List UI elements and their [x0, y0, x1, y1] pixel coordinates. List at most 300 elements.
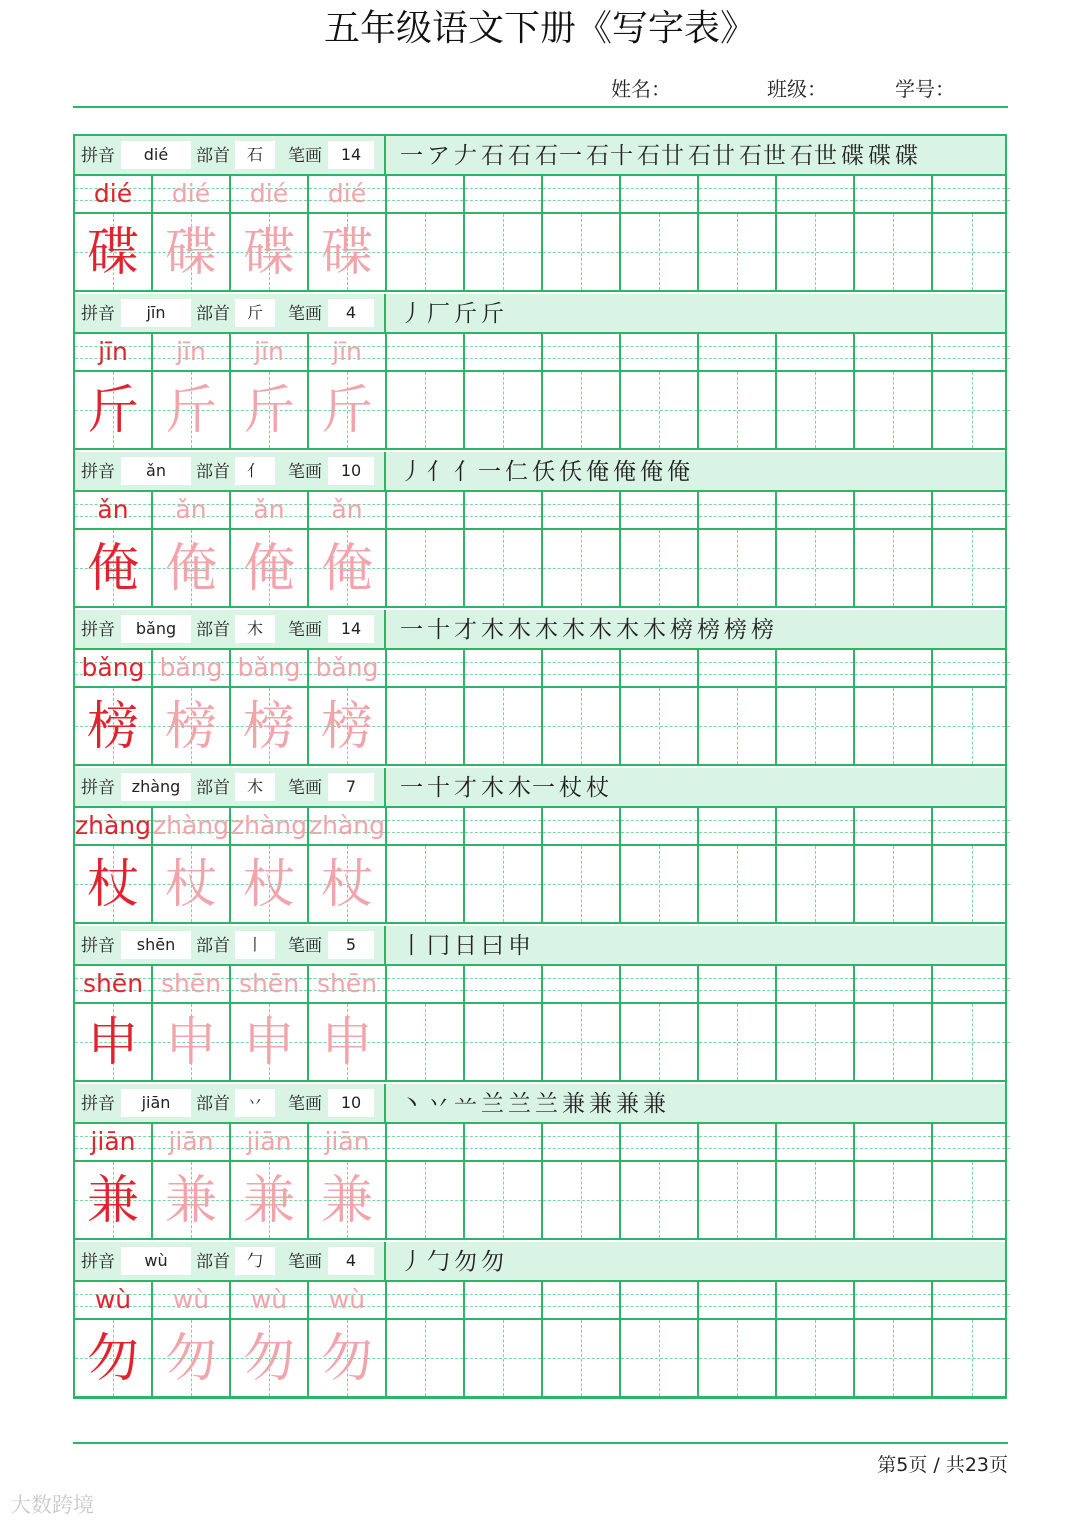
trace-pinyin-text: wù — [328, 1285, 366, 1314]
pinyin-cell — [153, 492, 231, 528]
pinyin-label: 拼音 — [81, 146, 115, 166]
pinyin-row — [75, 334, 1005, 372]
stroke-step: 仸 — [532, 459, 556, 485]
trace-hanzi-text: 申 — [320, 1013, 373, 1073]
hanzi-text: 兼 — [86, 1171, 139, 1231]
trace-hanzi-text: 俺 — [242, 539, 295, 599]
hanzi-cell — [309, 530, 387, 606]
blank-practice-cell[interactable] — [855, 492, 933, 528]
stroke-step: 杖 — [586, 775, 610, 801]
hanzi-cell — [75, 688, 153, 764]
trace-hanzi-text: 斤 — [320, 381, 373, 441]
hanzi-cell — [153, 530, 231, 606]
blank-practice-cell[interactable] — [543, 650, 621, 686]
blank-practice-cell[interactable] — [387, 808, 465, 844]
blank-practice-cell[interactable] — [465, 650, 543, 686]
blank-practice-cell[interactable] — [543, 1124, 621, 1160]
blank-practice-cell[interactable] — [777, 1124, 855, 1160]
blank-practice-cell[interactable] — [777, 966, 855, 1002]
strokes-label: 笔画 — [288, 146, 322, 166]
blank-practice-cell[interactable] — [933, 1320, 1010, 1396]
blank-practice-cell[interactable] — [543, 214, 621, 290]
blank-practice-cell[interactable] — [699, 214, 777, 290]
stroke-step: 兼 — [616, 1091, 640, 1117]
strokes-label: 笔画 — [288, 462, 322, 482]
blank-practice-cell[interactable] — [933, 492, 1010, 528]
stroke-step: 杖 — [559, 775, 583, 801]
blank-practice-cell[interactable] — [699, 846, 777, 922]
blank-practice-cell[interactable] — [543, 688, 621, 764]
stroke-step: 木 — [589, 617, 613, 643]
blank-practice-cell[interactable] — [777, 808, 855, 844]
stroke-step: 䒑 — [454, 1091, 478, 1117]
info-divider — [384, 136, 386, 174]
blank-practice-cell[interactable] — [777, 530, 855, 606]
pinyin-cell — [309, 1282, 387, 1318]
pinyin-cell — [231, 808, 309, 844]
blank-practice-cell[interactable] — [855, 214, 933, 290]
blank-practice-cell[interactable] — [855, 808, 933, 844]
blank-practice-cell[interactable] — [933, 530, 1010, 606]
trace-hanzi-text: 榜 — [242, 697, 295, 757]
trace-hanzi-text: 勿 — [320, 1329, 373, 1389]
blank-practice-cell[interactable] — [387, 1282, 465, 1318]
stroke-step: 一 — [400, 617, 424, 643]
blank-practice-cell[interactable] — [543, 1004, 621, 1080]
trace-pinyin-text: shēn — [238, 969, 300, 998]
trace-hanzi-text: 俺 — [164, 539, 217, 599]
hanzi-cell — [231, 688, 309, 764]
blank-practice-cell[interactable] — [933, 1124, 1010, 1160]
stroke-step: 十 — [427, 617, 451, 643]
stroke-step: 勿 — [481, 1249, 505, 1275]
trace-pinyin-text: dié — [249, 179, 289, 208]
blank-practice-cell[interactable] — [465, 176, 543, 212]
pinyin-cell — [309, 808, 387, 844]
char-block — [75, 768, 1005, 926]
blank-practice-cell[interactable] — [465, 688, 543, 764]
char-info-row — [75, 1242, 1005, 1282]
blank-practice-cell[interactable] — [621, 1282, 699, 1318]
blank-practice-cell[interactable] — [465, 1124, 543, 1160]
blank-practice-cell[interactable] — [699, 530, 777, 606]
blank-practice-cell[interactable] — [387, 334, 465, 370]
blank-practice-cell[interactable] — [465, 808, 543, 844]
blank-practice-cell[interactable] — [387, 372, 465, 448]
hanzi-row — [75, 1004, 1005, 1082]
stroke-step: 石十 — [586, 143, 634, 169]
blank-practice-cell[interactable] — [699, 1162, 777, 1238]
pinyin-cell — [75, 1124, 153, 1160]
strokes-label: 笔画 — [288, 1094, 322, 1114]
trace-hanzi-text: 榜 — [164, 697, 217, 757]
trace-hanzi-text: 碟 — [164, 223, 217, 283]
stroke-step: 丷 — [427, 1091, 451, 1117]
hanzi-cell — [153, 1162, 231, 1238]
stroke-step: 木 — [616, 617, 640, 643]
blank-practice-cell[interactable] — [933, 1162, 1010, 1238]
pinyin-text: jiān — [90, 1127, 136, 1156]
blank-practice-cell[interactable] — [933, 1282, 1010, 1318]
blank-practice-cell[interactable] — [621, 334, 699, 370]
pinyin-text: dié — [93, 179, 133, 208]
blank-practice-cell[interactable] — [387, 530, 465, 606]
blank-practice-cell[interactable] — [387, 846, 465, 922]
stroke-count-value: 5 — [328, 931, 374, 959]
pinyin-text: ǎn — [97, 495, 129, 524]
char-block — [75, 926, 1005, 1084]
pinyin-row — [75, 650, 1005, 688]
trace-pinyin-text: zhàng — [231, 811, 308, 840]
stroke-step: 日 — [454, 933, 478, 959]
stroke-step: 木 — [508, 617, 532, 643]
stroke-count-value: 10 — [328, 457, 374, 485]
trace-pinyin-text: shēn — [316, 969, 378, 998]
blank-practice-cell[interactable] — [933, 372, 1010, 448]
blank-practice-cell[interactable] — [855, 688, 933, 764]
radical-value: 石 — [235, 141, 275, 169]
pinyin-cell — [75, 966, 153, 1002]
blank-practice-cell[interactable] — [777, 1320, 855, 1396]
pinyin-value: shēn — [121, 931, 191, 959]
hanzi-cell — [75, 1162, 153, 1238]
blank-practice-cell[interactable] — [699, 492, 777, 528]
trace-pinyin-text: bǎng — [237, 653, 301, 682]
trace-hanzi-text: 碟 — [320, 223, 373, 283]
blank-practice-cell[interactable] — [777, 372, 855, 448]
hanzi-row — [75, 214, 1005, 292]
blank-practice-cell[interactable] — [543, 176, 621, 212]
stroke-step: 仁 — [505, 459, 529, 485]
blank-practice-cell[interactable] — [777, 1162, 855, 1238]
blank-practice-cell[interactable] — [699, 1320, 777, 1396]
hanzi-row — [75, 1162, 1005, 1240]
pinyin-cell — [231, 1124, 309, 1160]
hanzi-row — [75, 846, 1005, 924]
stroke-count-value: 4 — [328, 299, 374, 327]
radical-value: 斤 — [235, 299, 275, 327]
hanzi-cell — [75, 214, 153, 290]
blank-practice-cell[interactable] — [543, 372, 621, 448]
stroke-step: 石一 — [535, 143, 583, 169]
blank-practice-cell[interactable] — [777, 176, 855, 212]
blank-practice-cell[interactable] — [465, 492, 543, 528]
stroke-step: 才 — [454, 617, 478, 643]
blank-practice-cell[interactable] — [543, 1320, 621, 1396]
blank-practice-cell[interactable] — [777, 492, 855, 528]
blank-practice-cell[interactable] — [621, 1320, 699, 1396]
stroke-count-value: 14 — [328, 141, 374, 169]
stroke-step: 厂 — [427, 301, 451, 327]
pinyin-cell — [309, 334, 387, 370]
blank-practice-cell[interactable] — [621, 530, 699, 606]
pinyin-cell — [309, 966, 387, 1002]
blank-practice-cell[interactable] — [933, 808, 1010, 844]
blank-practice-cell[interactable] — [777, 688, 855, 764]
blank-practice-cell[interactable] — [777, 650, 855, 686]
blank-practice-cell[interactable] — [777, 846, 855, 922]
char-info-row — [75, 926, 1005, 966]
char-info-row — [75, 294, 1005, 334]
blank-practice-cell[interactable] — [387, 966, 465, 1002]
hanzi-cell — [153, 1320, 231, 1396]
hanzi-cell — [153, 846, 231, 922]
trace-hanzi-text: 斤 — [242, 381, 295, 441]
stroke-count-value: 4 — [328, 1247, 374, 1275]
trace-hanzi-text: 俺 — [320, 539, 373, 599]
stroke-step: 石世 — [790, 143, 838, 169]
blank-practice-cell[interactable] — [777, 1004, 855, 1080]
pinyin-cell — [309, 176, 387, 212]
blank-practice-cell[interactable] — [855, 530, 933, 606]
stroke-step: 榜 — [724, 617, 748, 643]
pinyin-text: jīn — [98, 337, 128, 366]
blank-practice-cell[interactable] — [855, 1320, 933, 1396]
blank-practice-cell[interactable] — [699, 334, 777, 370]
trace-pinyin-text: bǎng — [315, 653, 379, 682]
hanzi-cell — [153, 372, 231, 448]
blank-practice-cell[interactable] — [699, 688, 777, 764]
writing-sheet — [73, 134, 1007, 1399]
stroke-step: 十 — [427, 775, 451, 801]
trace-pinyin-text: wù — [172, 1285, 210, 1314]
blank-practice-cell[interactable] — [855, 1282, 933, 1318]
stroke-step: 兰 — [508, 1091, 532, 1117]
hanzi-row — [75, 1320, 1005, 1398]
blank-practice-cell[interactable] — [465, 846, 543, 922]
blank-practice-cell[interactable] — [387, 492, 465, 528]
stroke-step: 𠂇 — [454, 143, 478, 169]
header-divider — [73, 106, 1008, 108]
trace-hanzi-text: 榜 — [320, 697, 373, 757]
blank-practice-cell[interactable] — [387, 1162, 465, 1238]
blank-practice-cell[interactable] — [465, 966, 543, 1002]
hanzi-cell — [75, 846, 153, 922]
blank-practice-cell[interactable] — [621, 372, 699, 448]
blank-practice-cell[interactable] — [699, 176, 777, 212]
hanzi-text: 勿 — [86, 1329, 139, 1389]
stroke-order-sequence — [400, 299, 508, 329]
blank-practice-cell[interactable] — [699, 1004, 777, 1080]
blank-practice-cell[interactable] — [621, 808, 699, 844]
blank-practice-cell[interactable] — [387, 1320, 465, 1396]
blank-practice-cell[interactable] — [855, 846, 933, 922]
char-block — [75, 1242, 1005, 1400]
blank-practice-cell[interactable] — [465, 372, 543, 448]
stroke-step: 碟 — [841, 143, 865, 169]
blank-practice-cell[interactable] — [855, 650, 933, 686]
pinyin-cell — [231, 1282, 309, 1318]
blank-practice-cell[interactable] — [933, 1004, 1010, 1080]
blank-practice-cell[interactable] — [621, 1124, 699, 1160]
stroke-step: 俺 — [613, 459, 637, 485]
stroke-step: 碟 — [895, 143, 919, 169]
stroke-step: 木 — [481, 617, 505, 643]
char-block — [75, 452, 1005, 610]
strokes-label: 笔画 — [288, 778, 322, 798]
pinyin-row — [75, 808, 1005, 846]
pinyin-row — [75, 966, 1005, 1004]
blank-practice-cell[interactable] — [621, 650, 699, 686]
pinyin-cell — [231, 176, 309, 212]
blank-practice-cell[interactable] — [543, 1162, 621, 1238]
blank-practice-cell[interactable] — [777, 1282, 855, 1318]
blank-practice-cell[interactable] — [855, 176, 933, 212]
blank-practice-cell[interactable] — [699, 372, 777, 448]
blank-practice-cell[interactable] — [465, 1004, 543, 1080]
char-block — [75, 1084, 1005, 1242]
blank-practice-cell[interactable] — [621, 492, 699, 528]
pinyin-cell — [75, 176, 153, 212]
blank-practice-cell[interactable] — [777, 214, 855, 290]
blank-practice-cell[interactable] — [699, 1282, 777, 1318]
blank-practice-cell[interactable] — [621, 688, 699, 764]
hanzi-cell — [231, 1004, 309, 1080]
trace-hanzi-text: 杖 — [242, 855, 295, 915]
stroke-step: 石廿 — [688, 143, 736, 169]
hanzi-cell — [309, 214, 387, 290]
trace-hanzi-text: 勿 — [242, 1329, 295, 1389]
page-title: 五年级语文下册《写字表》 — [323, 8, 756, 49]
blank-practice-cell[interactable] — [621, 1004, 699, 1080]
blank-practice-cell[interactable] — [621, 1162, 699, 1238]
info-divider — [384, 294, 386, 332]
blank-practice-cell[interactable] — [387, 214, 465, 290]
blank-practice-cell[interactable] — [699, 808, 777, 844]
hanzi-text: 申 — [86, 1013, 139, 1073]
trace-pinyin-text: jīn — [332, 337, 362, 366]
blank-practice-cell[interactable] — [777, 334, 855, 370]
blank-practice-cell[interactable] — [465, 1320, 543, 1396]
pinyin-cell — [153, 334, 231, 370]
pinyin-value: bǎng — [121, 615, 191, 643]
stroke-step: 木 — [643, 617, 667, 643]
pinyin-row — [75, 492, 1005, 530]
trace-hanzi-text: 杖 — [320, 855, 373, 915]
stroke-step: 兼 — [589, 1091, 613, 1117]
pinyin-value: dié — [121, 141, 191, 169]
blank-practice-cell[interactable] — [543, 334, 621, 370]
stroke-step: 亻一 — [454, 459, 502, 485]
blank-practice-cell[interactable] — [855, 334, 933, 370]
info-divider — [384, 610, 386, 648]
blank-practice-cell[interactable] — [465, 214, 543, 290]
blank-practice-cell[interactable] — [465, 1282, 543, 1318]
blank-practice-cell[interactable] — [543, 1282, 621, 1318]
pinyin-text: wù — [94, 1285, 132, 1314]
hanzi-cell — [231, 1320, 309, 1396]
blank-practice-cell[interactable] — [933, 176, 1010, 212]
trace-pinyin-text: zhàng — [153, 811, 230, 840]
stroke-step: 申 — [508, 933, 532, 959]
blank-practice-cell[interactable] — [543, 846, 621, 922]
blank-practice-cell[interactable] — [465, 530, 543, 606]
trace-pinyin-text: ǎn — [331, 495, 363, 524]
blank-practice-cell[interactable] — [543, 530, 621, 606]
blank-practice-cell[interactable] — [621, 176, 699, 212]
blank-practice-cell[interactable] — [699, 966, 777, 1002]
hanzi-cell — [309, 846, 387, 922]
trace-hanzi-text: 兼 — [164, 1171, 217, 1231]
blank-practice-cell[interactable] — [933, 688, 1010, 764]
class-label: 班级： — [767, 77, 827, 101]
stroke-step: 俺 — [667, 459, 691, 485]
radical-label: 部首 — [196, 620, 230, 640]
hanzi-cell — [153, 1004, 231, 1080]
blank-practice-cell[interactable] — [387, 688, 465, 764]
blank-practice-cell[interactable] — [933, 846, 1010, 922]
blank-practice-cell[interactable] — [387, 1124, 465, 1160]
radical-label: 部首 — [196, 1252, 230, 1272]
pinyin-cell — [231, 966, 309, 1002]
pinyin-cell — [153, 808, 231, 844]
stroke-step: 才 — [454, 775, 478, 801]
stroke-order-sequence — [400, 1247, 508, 1277]
blank-practice-cell[interactable] — [933, 650, 1010, 686]
hanzi-row — [75, 372, 1005, 450]
hanzi-cell — [75, 1004, 153, 1080]
hanzi-text: 杖 — [86, 855, 139, 915]
blank-practice-cell[interactable] — [621, 214, 699, 290]
stroke-step: 木 — [481, 775, 505, 801]
pinyin-label: 拼音 — [81, 936, 115, 956]
radical-value: 勹 — [235, 1247, 275, 1275]
blank-practice-cell[interactable] — [933, 334, 1010, 370]
name-label: 姓名： — [611, 77, 671, 101]
blank-practice-cell[interactable] — [855, 966, 933, 1002]
stroke-step: 斤 — [454, 301, 478, 327]
pinyin-text: zhàng — [75, 811, 152, 840]
blank-practice-cell[interactable] — [699, 650, 777, 686]
blank-practice-cell[interactable] — [387, 176, 465, 212]
radical-label: 部首 — [196, 936, 230, 956]
blank-practice-cell[interactable] — [855, 1004, 933, 1080]
blank-practice-cell[interactable] — [387, 650, 465, 686]
blank-practice-cell[interactable] — [465, 334, 543, 370]
stroke-step: 石世 — [739, 143, 787, 169]
stroke-step: 俺 — [640, 459, 664, 485]
pinyin-value: jiān — [121, 1089, 191, 1117]
blank-practice-cell[interactable] — [933, 214, 1010, 290]
blank-practice-cell[interactable] — [933, 966, 1010, 1002]
pinyin-cell — [75, 650, 153, 686]
pinyin-label: 拼音 — [81, 304, 115, 324]
info-divider — [384, 1084, 386, 1122]
pinyin-label: 拼音 — [81, 620, 115, 640]
stroke-step: 石 — [481, 143, 505, 169]
pinyin-cell — [153, 1282, 231, 1318]
radical-label: 部首 — [196, 778, 230, 798]
blank-practice-cell[interactable] — [855, 1162, 933, 1238]
hanzi-text: 榜 — [86, 697, 139, 757]
blank-practice-cell[interactable] — [543, 808, 621, 844]
blank-practice-cell[interactable] — [543, 966, 621, 1002]
stroke-step: 一 — [400, 775, 424, 801]
hanzi-cell — [231, 1162, 309, 1238]
stroke-step: 木 — [562, 617, 586, 643]
blank-practice-cell[interactable] — [543, 492, 621, 528]
blank-practice-cell[interactable] — [621, 846, 699, 922]
blank-practice-cell[interactable] — [465, 1162, 543, 1238]
hanzi-cell — [309, 688, 387, 764]
blank-practice-cell[interactable] — [387, 1004, 465, 1080]
blank-practice-cell[interactable] — [855, 372, 933, 448]
blank-practice-cell[interactable] — [699, 1124, 777, 1160]
radical-label: 部首 — [196, 462, 230, 482]
stroke-step: 碟 — [868, 143, 892, 169]
blank-practice-cell[interactable] — [855, 1124, 933, 1160]
blank-practice-cell[interactable] — [621, 966, 699, 1002]
